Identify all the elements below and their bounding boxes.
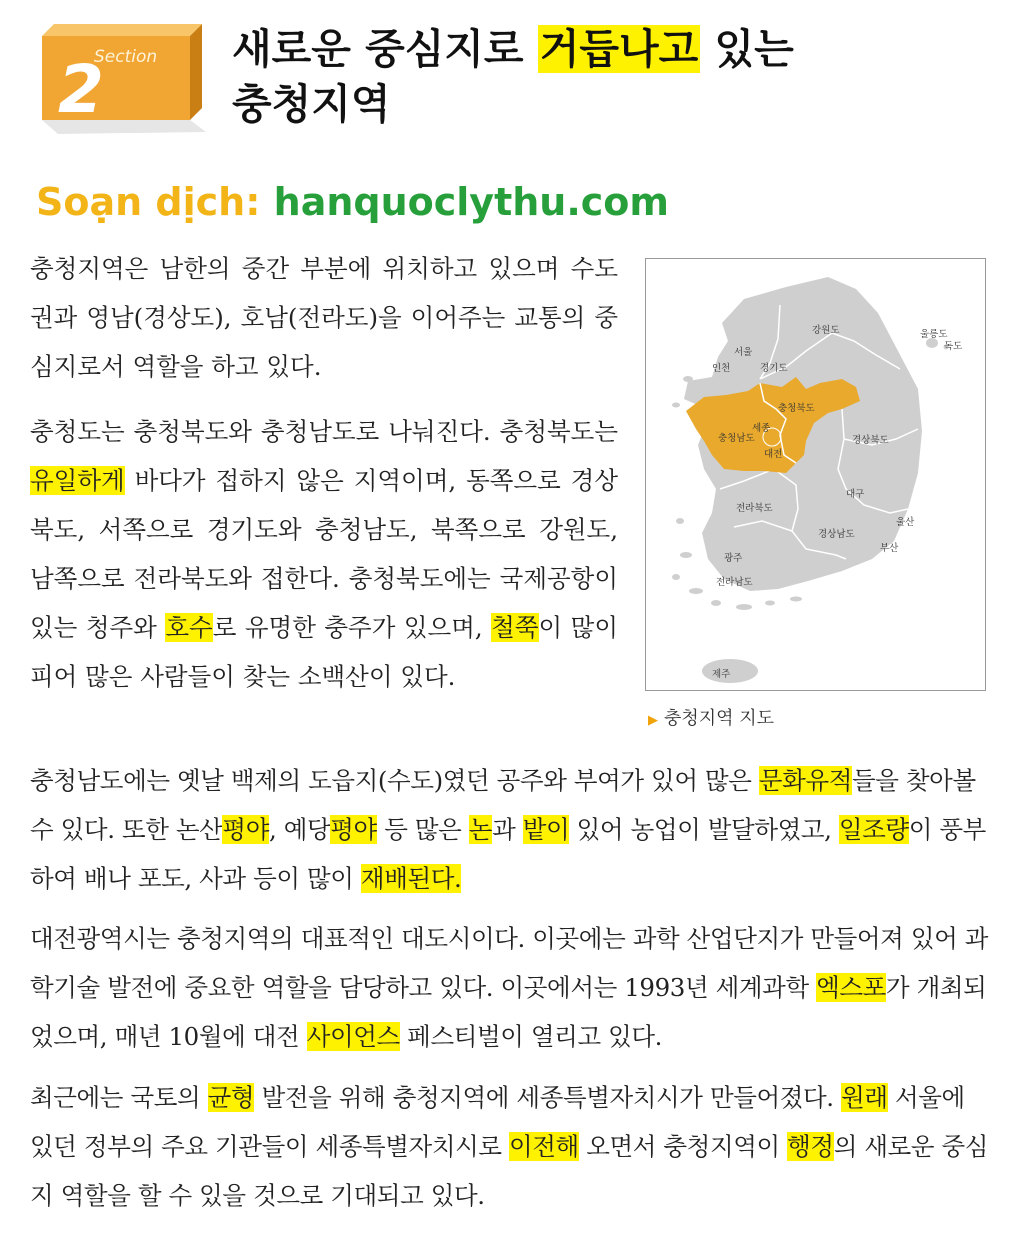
credit-site: hanquoclythu.com [273,180,670,224]
label-chungnam: 충청남도 [718,433,755,444]
paragraph-intro: 충청지역은 남한의 중간 부분에 위치하고 있으며 수도권과 영남(경상도), 호남(전라도)을 이어주는 교통의 중심지로서 역할을 하고 있다. [30,254,618,381]
label-ulsan: 울산 [896,517,915,528]
highlighted-word: 평야 [222,815,269,844]
map-caption-text: 충청지역 지도 [664,708,775,729]
section-label: Section [94,47,158,67]
label-sejong: 세종 [752,423,771,434]
label-gyeongnam: 경상남도 [818,529,855,540]
highlighted-word: 밭이 [522,815,570,844]
highlighted-word: 문화유적 [758,766,852,795]
text-span: 가 개최되었으며, 매년 10월에 대전 [30,973,987,1051]
highlighted-word: 철쭉 [491,613,539,642]
label-gwangju: 광주 [724,553,743,564]
text-span: 최근에는 국토의 [30,1083,208,1112]
label-jeonbuk: 전라북도 [736,503,773,514]
paragraph-sejong [30,1073,992,1220]
highlighted-word: 유일하게 [30,466,125,495]
title-text: 있는 [700,25,794,73]
label-chungbuk: 충청북도 [778,403,815,414]
highlighted-word: 사이언스 [306,1022,400,1051]
text-span: 충청남도에는 옛날 백제의 도읍지(수도)였던 공주와 부여가 있어 많은 [30,766,759,795]
text-span: 발전을 위해 충청지역에 세종특별자치시가 만들어졌다. [254,1083,842,1112]
text-span: 대전광역시는 충청지역의 대표적인 대도시이다. 이곳에는 과학 산업단지가 만들어져 있어 과학기술 발전에 중요한 역할을 담당하고 있다. 이곳에서는 1993년 세계과학 [30,924,989,1002]
text-span: 로 유명한 충주가 있으며, [212,613,492,642]
page-title [232,22,992,132]
label-ulleungdo: 울릉도 [920,329,948,340]
highlighted-word: 평야 [330,815,377,844]
chungcheong-map [645,258,986,691]
paragraph-daejeon [30,914,992,1061]
highlighted-word: 재배된다. [360,864,462,893]
text-span: 바다가 접하지 않은 지역이며, 동쪽으로 경상북도, 서쪽으로 경기도와 충청남도, 북쪽으로 강원도, 남쪽으로 전라북도와 접한다. 충청북도에는 국제공항이 있는 청주와 [30,466,618,642]
highlighted-word: 일조량 [838,815,909,844]
map-graphic [646,259,985,690]
text-span: 등 많은 [376,815,469,844]
text-span: 과 [492,815,523,844]
label-gyeonggi: 경기도 [760,363,788,374]
text-span: 충청도는 충청북도와 충청남도로 나눠진다. 충청북도는 [30,417,618,446]
highlighted-word: 균형 [207,1083,255,1112]
section-number: 2 [58,51,104,128]
highlighted-word: 이전해 [509,1132,579,1161]
text-span: 페스티벌이 열리고 있다. [399,1022,663,1051]
paragraph-chungnam [30,756,992,903]
title-text: 새로운 중심지로 [232,25,538,73]
title-text: 충청지역 [232,80,391,128]
highlighted-word: 원래 [841,1083,888,1112]
highlighted-word: 행정 [787,1132,834,1161]
text-span: 이 풍부하여 배나 포도, 사과 등이 많이 [30,815,986,893]
label-jeonnam: 전라남도 [716,577,753,588]
highlighted-word: 엑스포 [816,973,886,1002]
paragraph-chungbuk [30,407,618,701]
label-seoul: 서울 [734,347,753,358]
text-span: , 예당 [268,815,331,844]
title-highlight: 거듭나고 [539,25,699,73]
text-span: 오면서 충청지역이 [578,1132,788,1161]
caption-triangle-icon: ▶ [648,713,658,728]
credit-label: Soạn dịch: [36,180,261,224]
label-incheon: 인천 [712,363,731,374]
text-span: 이 많이 피어 많은 사람들이 찾는 소백산이 있다. [30,613,619,691]
label-gyeongbuk: 경상북도 [852,435,889,446]
text-span: 서울에 있던 정부의 주요 기관들이 세종특별자치시로 [30,1083,965,1161]
text-span: 의 새로운 중심지 역할을 할 수 있을 것으로 기대되고 있다. [30,1132,989,1210]
label-busan: 부산 [880,543,899,554]
highlighted-word: 호수 [165,613,213,642]
credit-line [36,176,669,228]
label-gangwon: 강원도 [812,325,840,336]
label-daegu: 대구 [846,489,865,500]
map-caption [648,704,774,730]
label-daejeon: 대전 [764,449,783,460]
highlighted-word: 논 [468,815,493,844]
section-badge [30,16,210,141]
text-span: 있어 농업이 발달하였고, [569,815,839,844]
label-dokdo: 독도 [944,341,963,352]
label-jeju: 제주 [712,669,731,680]
text-span: 들을 찾아볼 수 있다. 또한 논산 [30,766,976,844]
